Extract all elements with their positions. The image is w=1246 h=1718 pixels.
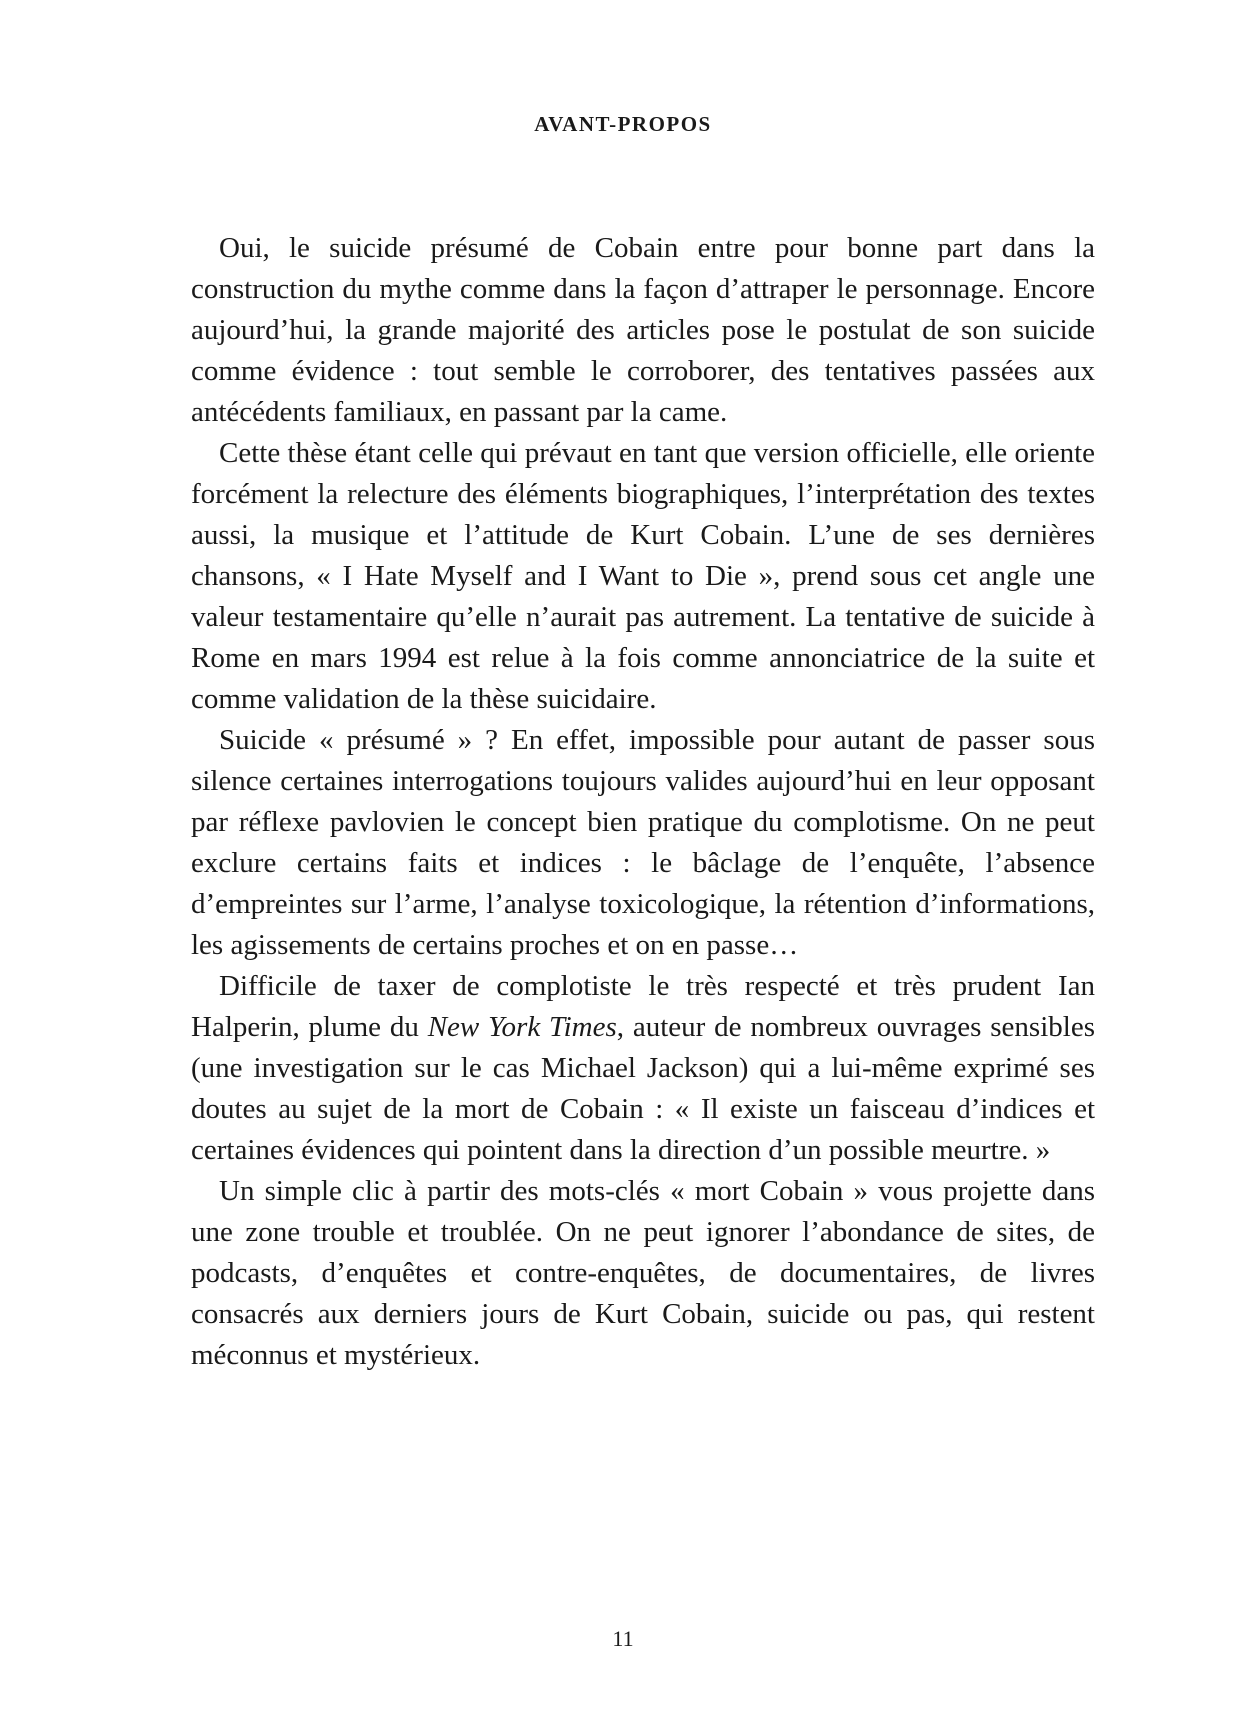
- paragraph-text: , auteur de nombreux ouvrages sensibles (une investigation sur le cas Michael Jackson) qui a lui-même exprimé ses doutes au sujet de la mort de Cobain : « Il existe un faisceau d’indices et certaines évidences qui pointent dans la direction d’un possible meurtre. »: [191, 1011, 1095, 1166]
- page-number: 11: [612, 1626, 634, 1651]
- paragraph: [191, 966, 1095, 1171]
- paragraph: Oui, le suicide présumé de Cobain entre pour bonne part dans la construction du mythe comme dans la façon d’attraper le personnage. Encore aujourd’hui, la grande majorité des articles pose le postulat de son suicide comme évidence : tout semble le corroborer, des tentatives passées aux antécédents familiaux, en passant par la came.: [191, 232, 1095, 428]
- running-head: AVANT-PROPOS: [534, 112, 712, 136]
- body-text: [191, 228, 1095, 1376]
- paragraph: Cette thèse étant celle qui prévaut en tant que version officielle, elle oriente forcément la relecture des éléments biographiques, l’interprétation des textes aussi, la musique et l’attitude de Kurt Cobain. L’une de ses dernières chansons, « I Hate Myself and I Want to Die », prend sous cet angle une valeur testamentaire qu’elle n’aurait pas autrement. La tentative de suicide à Rome en mars 1994 est relue à la fois comme annonciatrice de la suite et comme validation de la thèse suicidaire.: [191, 437, 1095, 715]
- paragraph: Suicide « présumé » ? En effet, impossible pour autant de passer sous silence certaines interrogations toujours valides aujourd’hui en leur opposant par réflexe pavlovien le concept bien pratique du complotisme. On ne peut exclure certains faits et indices : le bâclage de l’enquête, l’absence d’empreintes sur l’arme, l’analyse toxicologique, la rétention d’informations, les agissements de certains proches et on en passe…: [191, 724, 1095, 961]
- publication-title: New York Times: [427, 1011, 617, 1043]
- paragraph-text: Difficile de taxer de complotiste le très respecté et très prudent Ian Halperin, plume du: [191, 970, 1095, 1043]
- paragraph: Un simple clic à partir des mots-clés « mort Cobain » vous projette dans une zone trouble et troublée. On ne peut ignorer l’abondance de sites, de podcasts, d’enquêtes et contre-enquêtes, de documentaires, de livres consacrés aux derniers jours de Kurt Cobain, suicide ou pas, qui restent méconnus et mystérieux.: [191, 1175, 1095, 1371]
